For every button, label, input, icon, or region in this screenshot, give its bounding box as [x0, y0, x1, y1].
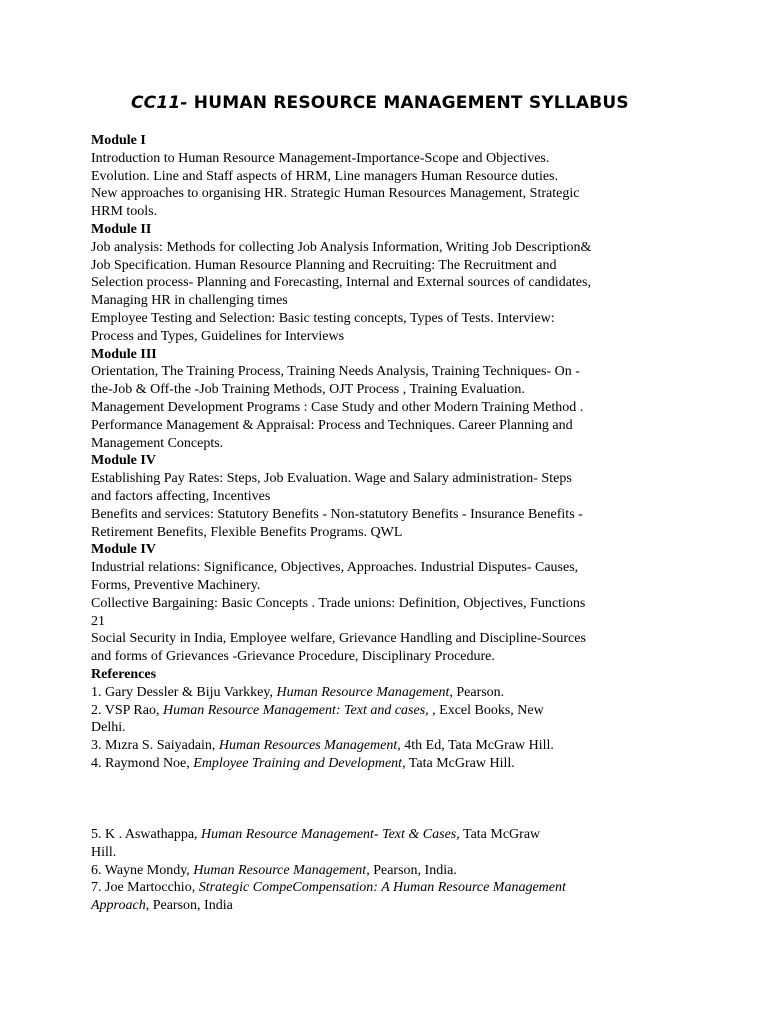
reference-publisher: , Tata McGraw	[456, 827, 541, 843]
module-4-line: Benefits and services: Statutory Benefits - Non-statutory Benefits - Insurance Benefits -	[91, 506, 583, 522]
reference-publisher: , Pearson, India.	[366, 862, 457, 878]
reference-author: 5. K . Aswathappa,	[91, 827, 202, 843]
reference-title: Human Resource Management: Text and cases,	[162, 702, 433, 718]
reference-item	[91, 879, 651, 897]
page-title	[131, 91, 691, 115]
module-2-line: Process and Types, Guidelines for Interviews	[91, 328, 345, 344]
reference-item	[91, 737, 651, 755]
module-5-line: Forms, Preventive Machinery.	[91, 577, 261, 593]
module-5-line: and forms of Grievances -Grievance Procedure, Disciplinary Procedure.	[91, 649, 495, 665]
syllabus-body	[91, 132, 651, 915]
module-1-line: HRM tools.	[91, 204, 158, 220]
module-3-line: Performance Management & Appraisal: Process and Techniques. Career Planning and	[91, 417, 573, 433]
reference-item	[91, 862, 651, 880]
module-4-heading: Module IV	[91, 453, 156, 469]
reference-publisher: , Excel Books, New	[432, 702, 544, 718]
module-3-line: Orientation, The Training Process, Training Needs Analysis, Training Techniques- On -	[91, 364, 580, 380]
course-code: CC11-	[131, 93, 188, 113]
module-2-line: Job Specification. Human Resource Planning and Recruiting: The Recruitment and	[91, 257, 557, 273]
reference-author: 7. Joe Martocchio,	[91, 880, 199, 896]
reference-title: Strategic CompeCompensation: A Human Resource Management	[198, 880, 566, 896]
module-2-line: Managing HR in challenging times	[91, 293, 288, 309]
module-1-line: Evolution. Line and Staff aspects of HRM, Line managers Human Resource duties.	[91, 168, 559, 184]
module-5-line: Social Security in India, Employee welfare, Grievance Handling and Discipline-Sources	[91, 631, 586, 647]
module-1-heading: Module I	[91, 133, 146, 148]
reference-title: Employee Training and Development	[193, 755, 403, 771]
module-3-line: Management Development Programs : Case Study and other Modern Training Method .	[91, 399, 584, 415]
reference-continuation	[91, 897, 651, 915]
reference-author: 6. Wayne Mondy,	[91, 862, 194, 878]
title-text: HUMAN RESOURCE MANAGEMENT SYLLABUS	[187, 93, 629, 113]
reference-title: Approach,	[91, 898, 150, 914]
reference-author: 4. Raymond Noe,	[91, 755, 194, 771]
module-2-line: Selection process- Planning and Forecasting, Internal and External sources of candidates,	[91, 275, 591, 291]
reference-continuation: Delhi.	[91, 720, 126, 736]
reference-title: Human Resource Management	[276, 684, 450, 700]
reference-item	[91, 702, 651, 720]
reference-title: Human Resource Management- Text & Cases	[201, 827, 457, 843]
module-2-line: Employee Testing and Selection: Basic testing concepts, Types of Tests. Interview:	[91, 310, 555, 326]
module-5-line: Industrial relations: Significance, Objectives, Approaches. Industrial Disputes- Causes,	[91, 560, 579, 576]
reference-publisher: , Pearson.	[449, 684, 505, 700]
module-3-line: Management Concepts.	[91, 435, 224, 451]
reference-item	[91, 826, 651, 844]
reference-author: 3. Mızra S. Saiyadain,	[91, 738, 219, 754]
module-3-line: the-Job & Off-the -Job Training Methods, OJT Process , Training Evaluation.	[91, 382, 525, 398]
reference-publisher: , 4th Ed, Tata McGraw Hill.	[397, 738, 554, 754]
module-5-heading: Module IV	[91, 542, 156, 558]
reference-publisher: Pearson, India	[149, 898, 233, 914]
reference-title: Human Resources Management	[218, 738, 398, 754]
reference-author: 1. Gary Dessler & Biju Varkkey,	[91, 684, 277, 700]
module-4-line: and factors affecting, Incentives	[91, 488, 271, 504]
reference-author: 2. VSP Rao,	[91, 702, 163, 718]
module-1-line: Introduction to Human Resource Management-Importance-Scope and Objectives.	[91, 150, 550, 166]
blank-gap	[91, 773, 651, 826]
module-5-line: Collective Bargaining: Basic Concepts . Trade unions: Definition, Objectives, Functions	[91, 595, 586, 611]
module-4-line: Establishing Pay Rates: Steps, Job Evaluation. Wage and Salary administration- Steps	[91, 471, 572, 487]
reference-item	[91, 684, 651, 702]
module-1-line: New approaches to organising HR. Strategic Human Resources Management, Strategic	[91, 186, 580, 202]
module-2-line: Job analysis: Methods for collecting Job Analysis Information, Writing Job Description&	[91, 239, 592, 255]
module-3-heading: Module III	[91, 346, 157, 362]
reference-item	[91, 755, 651, 773]
module-5-line: 21	[91, 613, 105, 629]
reference-title: Human Resource Management	[193, 862, 367, 878]
references-heading: References	[91, 666, 157, 682]
reference-continuation: Hill.	[91, 844, 117, 860]
module-2-heading: Module II	[91, 221, 152, 237]
module-4-line: Retirement Benefits, Flexible Benefits Programs. QWL	[91, 524, 403, 540]
reference-publisher: , Tata McGraw Hill.	[402, 755, 515, 771]
